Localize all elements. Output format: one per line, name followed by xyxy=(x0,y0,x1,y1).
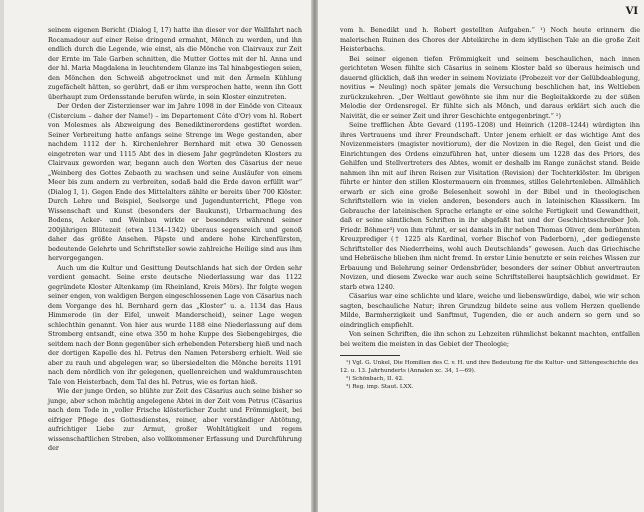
paragraph: Wie der junge Orden, so blühte zur Zeit des Cäsarius auch seine bisher so junge, aber schon mächtig angelegene Abtei in der Zeit vom Petrus (Cäsarius nach dem Tode in „voller Frische klösterlicher Zucht und Frömmigkeit, bei eifriger Pflege des Gottesdienstes, reiner, aber verständiger Abtötung, aufrichtiger Liebe zur Armut, großer Wohltätigkeit und regem wissenschaftlichen Streben, also vollkommener Erfassung und Durchführung der xyxy=(48,387,302,452)
paragraph: Bei seiner eigenen tiefen Frömmigkeit und seinem beschaulichen, nach innen gerichteten Wesen fühlte sich Cäsarius in seinem Kloster bald so überaus heimisch und dauernd glücklich, daß ihn weder in seinem Noviziate (Probezeit vor der Gelübdeablegung, novitius = Neuling) noch später jemals die Versuchung beschlichen hat, ins Weltleben zurückzukehren. „Der Weltlaut gewöhnte sie ihm nur die Begleitakkorde zu der süßen Melodie der Ordensregel. Er fühlte sich als Mönch, und daraus erklärt sich auch die Naivität, die er seiner Zeit und ihrer Geschichte entgegenbringt.“ ²) xyxy=(340,54,640,120)
right-page xyxy=(318,0,644,512)
footnote: ³) Reg. imp. Staut. LXX. xyxy=(346,384,414,390)
right-page-text xyxy=(340,26,640,349)
footnotes xyxy=(340,359,640,391)
paragraph: Cäsarius war eine schlichte und klare, weiche und liebenswürdige, dabei, wie wir schon sagten, beschauliche Natur; ihren Grundzug bildete seine aus vollem Herzen quellende Milde, Barmherzigkeit und Sanftmut, Tugenden, die er auch andern so gern und so eindringlich empfiehlt. xyxy=(340,292,640,329)
left-page-text xyxy=(48,26,302,454)
left-page xyxy=(4,0,312,512)
footnote: ¹) Vgl. G. Unkel, Die Homilien des C. v. H. und ihre Bedeutung für die Kultur- und Sittengeschichte des 12. u. 13. Jahrhunderts (Annalen xc. 34, 1—69). xyxy=(340,360,639,374)
paragraph: Seine trefflichen Äbte Gevard (1195–1208) und Heinrich (1208–1244) würdigten ihn ihres Vertrauens und ihrer Freundschaft. Unter jenem erhielt er das wichtige Amt des Novizenmeisters (magister novitiorum), der die Novizen in die Regel, den Geist und die Einrichtungen des Ordens einzuführen hat, unter diesem um 1228 das des Priors, des Gehilfen und Stellvertreters des Abtes, womit er deshalb im Range zunächst stand. Beide nahmen ihn mit auf ihren Reisen zur Visitation (Revision) der Tochterklöster. Im übrigen führte er hinter den stillen Klostermauern ein frommes, stilles Gelehrtenleben. Allmählich erwarb er sich eine große Belesenheit sowohl in der Bibel und in theologischen Schriftstellern wie in vielen anderen, besonders auch in lateinischen Klassikern. Im Gebrauche der lateinischen Sprache erlangte er eine solche Fertigkeit und Gewandtheit, daß er seine sämtlichen Schriften in ihr abgefaßt hat und der Geschichtsschreiber Joh. Friedr. Böhmer³) von ihm rühmt, er sei damals in ihr neben Thomas Oliver, dem berühmten Kreuzprediger († 1225 als Kardinal, vorher Bischof von Paderborn), „der gediegenste Schriftsteller des Niederrheins, wohl auch Deutschlands“ gewesen. Auch das Griechische und Hebräische blieben ihm nicht fremd. In erster Linie benutzte er sein reiches Wissen zur Erbauung und Belehrung seiner Ordensbrüder, besonders der seiner Obhut anvertrauten Novizen, und diesem Zwecke war auch seine Schriftstellerei hauptsächlich gewidmet. Er starb etwa 1240. xyxy=(340,121,640,291)
paragraph: Der Orden der Zisterzienser war im Jahre 1098 in der Einöde von Citeaux (Cistercium – daher der Name!) – im Departement Côte d'Or) vom hl. Robert von Molesmes als Abzweigung des Benediktinerordens gestiftet worden. Seiner Verbreitung hatte anfangs seine Strenge im Wege gestanden, aber nachdem 1112 der h. Kirchenlehrer Bernhard mit etwa 30 Genossen eingetreten war und 1115 Abt des in diesem Jahr gegründeten Klosters zu Clairvaux geworden war, begann auch den Worten des Cäsarius der neue „Weinberg des Gottes Zebaoth zu wachsen und seine Ausläufer von einem Meer bis zum andern zu verbreiten, sodaß bald die Erde davon erfüllt war“ (Dialog I, 1). Gegen Ende des Mittelalters zählte er bereits über 700 Klöster. Durch Lehre und Beispiel, Seelsorge und Jugendunterricht, Pflege von Wissenschaft und Kunst (besonders der Baukunst), Urbarmachung des Bodens, Acker- und Weinbau wirkte er besonders während seiner 200jährigen Blütezeit (etwa 1134–1342) überaus segensreich und genoß daher das größte Ansehen. Päpste und andere hohe Kirchenfürsten, bedeutende Gelehrte und Schriftsteller sowie zahlreiche Heilige sind aus ihm hervorgegangen. xyxy=(48,102,302,262)
footnote: ²) Schönbach, II. 42. xyxy=(346,376,404,382)
right-page-header: VI xyxy=(625,6,638,17)
paragraph: seinem eigenen Bericht (Dialog I, 17) hatte ihn dieser vor der Wallfahrt nach Rocamadour auf einer Reise dringend ermahnt, Mönch zu werden, und ihn endlich durch die Legende, wie einst, als die Mönche von Clairvaux zur Zeit der Ernte im Tale Garben schnitten, die Mutter Gottes mit der hl. Anna und der hl. Maria Magdalena in leuchtendem Glanze ins Tal hinabgestiegen seien, den Mönchen den Schweiß abgetrocknet und mit den Ärmeln Kühlung zugefächelt hätten, so gerührt, daß er ihm versprochen hatte, wenn ihn Gott überhaupt zum Ordensstande berufen würde, in sein Kloster einzutreten. xyxy=(48,26,302,101)
paragraph: Auch um die Kultur und Gesittung Deutschlands hat sich der Orden sehr verdient gemacht. Seine erste deutsche Niederlassung war das 1122 gegründete Kloster Altenkamp (im Rheinland, Kreis Mörs). Ihr folgte wegen seiner engen, von waldigen Bergen eingeschlossenen Lage von Cäsarius nach dem Vorgange des hl. Bernhard gern das „Kloster“ u. a. 1134 das Haus Himmerode (in der Eifel, unweit Manderscheid), seiner Lage wegen schlechthin genannt. Von hier aus wurde 1188 eine Niederlassung auf dem Stromberg entsandt, eine etwa 350 m hohe Kuppe des Siebengebirges, die seitdem nach der Bonn gegenüber sich erhebenden Petersberg hieß und nach der dortigen Kapelle des hl. Petrus den Namen Petersberg erhielt. Weil sie aber zu rauh und abgelegen war, so übersiedelten die Mönche bereits 1191 nach dem nördlich von ihr gelegenen, quellenreichen und waldumrauschten Tale von Heisterbach, dem Tal des hl. Petrus, wie es fortan hieß. xyxy=(48,263,302,386)
paragraph: Von seinen Schriften, die ihn schon zu Lebzeiten rühmlichst bekannt machten, entfallen bei weitem die meisten in das Gebiet der Theologie; xyxy=(340,330,640,348)
paragraph: vom h. Benedikt und h. Robert gestellten Aufgaben.“ ¹) Noch heute erinnern die malerischen Ruinen des Chores der Abteikirche in dem idyllischen Tale an die große Zeit Heisterbachs. xyxy=(340,26,640,53)
footnote-rule xyxy=(340,355,400,356)
